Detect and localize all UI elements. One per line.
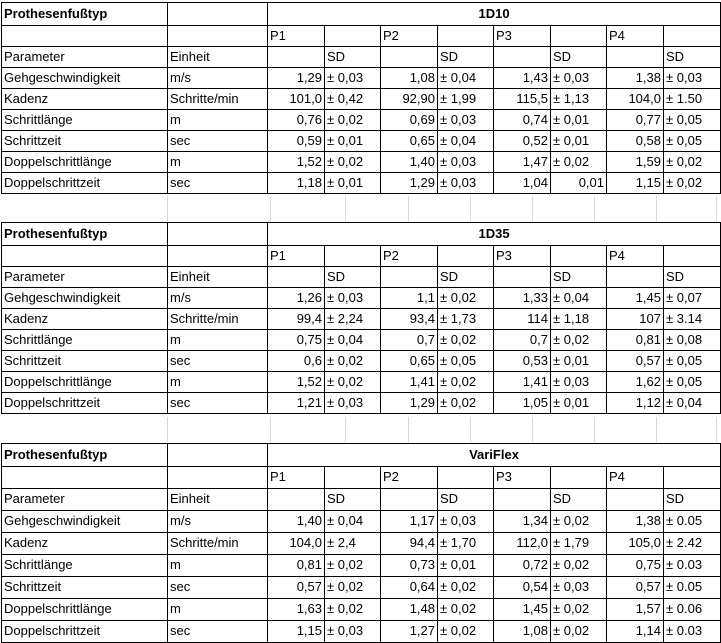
value-cell: 1,17 [381, 511, 438, 533]
parameter-column-header: Parameter [2, 489, 168, 511]
value-cell: 0,69 [381, 110, 438, 131]
sd-cell: ± 0,02 [438, 577, 494, 599]
value-cell: 1,21 [268, 393, 325, 414]
value-cell: 0,59 [268, 131, 325, 152]
sd-cell: ± 0,01 [325, 131, 381, 152]
empty-cell [168, 246, 268, 267]
sd-cell: ± 0,02 [438, 372, 494, 393]
sd-column-header: SD [664, 489, 721, 511]
sd-cell: ± 2,24 [325, 309, 381, 330]
sd-cell: ± 0,02 [438, 288, 494, 309]
value-cell: 1,38 [607, 511, 664, 533]
sd-cell: ± 0,05 [438, 351, 494, 372]
empty-cell [168, 26, 268, 47]
sd-cell: ± 0,01 [551, 351, 607, 372]
parameter-cell: Schrittlänge [2, 330, 168, 351]
value-cell: 0,75 [268, 330, 325, 351]
sd-cell: ± 0,02 [551, 152, 607, 173]
sd-cell: ± 0,02 [325, 555, 381, 577]
sd-cell: ± 0,42 [325, 89, 381, 110]
parameter-column-header: Parameter [2, 47, 168, 68]
value-cell: 1,40 [381, 152, 438, 173]
parameter-cell: Doppelschrittzeit [2, 393, 168, 414]
sd-cell: ± 0,02 [551, 555, 607, 577]
foot-type-header: Prothesenfußtyp [2, 3, 168, 26]
sd-cell: ± 0,02 [325, 372, 381, 393]
empty-cell [325, 246, 381, 267]
sd-cell: ± 1,70 [438, 533, 494, 555]
value-cell: 0,75 [607, 555, 664, 577]
empty-cell [381, 47, 438, 68]
value-cell: 0,57 [607, 577, 664, 599]
empty-unbordered-cell [2, 246, 168, 267]
sd-cell: ± 1,79 [551, 533, 607, 555]
sd-cell: ± 0,05 [664, 351, 721, 372]
sd-cell: ± 0,02 [325, 351, 381, 372]
excel-gridline [532, 196, 533, 221]
empty-unbordered-cell [2, 467, 168, 489]
sd-cell: ± 0,03 [438, 173, 494, 194]
parameter-cell: Gehgeschwindigkeit [2, 511, 168, 533]
sd-cell: ± 0,02 [551, 621, 607, 643]
unit-cell: sec [168, 131, 268, 152]
value-cell: 0,6 [268, 351, 325, 372]
parameter-cell: Schrittzeit [2, 577, 168, 599]
value-cell: 1,63 [268, 599, 325, 621]
sd-column-header: SD [438, 47, 494, 68]
participant-header: P1 [268, 246, 325, 267]
excel-gridline [716, 196, 717, 221]
participant-header: P4 [607, 467, 664, 489]
value-cell: 105,0 [607, 533, 664, 555]
unit-cell: sec [168, 351, 268, 372]
sd-cell: ± 0.05 [664, 577, 721, 599]
value-cell: 99,4 [268, 309, 325, 330]
sd-cell: ± 0,04 [551, 288, 607, 309]
empty-cell [551, 467, 607, 489]
value-cell: 1,27 [381, 621, 438, 643]
sd-cell: ± 3.14 [664, 309, 721, 330]
participant-header: P2 [381, 246, 438, 267]
value-cell: 101,0 [268, 89, 325, 110]
unit-cell: m [168, 372, 268, 393]
value-cell: 0,58 [607, 131, 664, 152]
foot-type-header: Prothesenfußtyp [2, 223, 168, 246]
value-cell: 115,5 [494, 89, 551, 110]
value-cell: 1,41 [381, 372, 438, 393]
sd-cell: ± 0,02 [438, 621, 494, 643]
sd-cell: ± 0.03 [664, 621, 721, 643]
value-cell: 1,48 [381, 599, 438, 621]
sd-cell: ± 0,03 [325, 68, 381, 89]
value-cell: 0,7 [381, 330, 438, 351]
unit-cell: m/s [168, 68, 268, 89]
participant-header: P4 [607, 246, 664, 267]
sd-column-header: SD [438, 489, 494, 511]
sd-column-header: SD [551, 267, 607, 288]
parameter-cell: Kadenz [2, 89, 168, 110]
sd-cell: ± 1,99 [438, 89, 494, 110]
sd-cell: ± 0,01 [551, 131, 607, 152]
empty-unbordered-cell [2, 26, 168, 47]
sd-cell: ± 0,02 [551, 599, 607, 621]
unit-cell: sec [168, 173, 268, 194]
sd-cell: ± 0,02 [438, 393, 494, 414]
empty-cell [551, 246, 607, 267]
value-cell: 1,45 [494, 599, 551, 621]
value-cell: 94,4 [381, 533, 438, 555]
parameter-cell: Doppelschrittzeit [2, 621, 168, 643]
unit-cell: Schritte/min [168, 89, 268, 110]
value-cell: 1,33 [494, 288, 551, 309]
sd-cell: ± 0,02 [664, 152, 721, 173]
sd-cell: ± 0,01 [325, 173, 381, 194]
sd-cell: ± 0,03 [325, 393, 381, 414]
value-cell: 0,52 [494, 131, 551, 152]
empty-cell [325, 467, 381, 489]
excel-gridline [470, 196, 471, 221]
sd-column-header: SD [551, 47, 607, 68]
table-title: 1D10 [268, 3, 721, 26]
value-cell: 0,53 [494, 351, 551, 372]
sd-cell: ± 0.06 [664, 599, 721, 621]
parameter-column-header: Parameter [2, 267, 168, 288]
value-cell: 1,45 [607, 288, 664, 309]
excel-gridline [270, 196, 271, 221]
sd-column-header: SD [325, 267, 381, 288]
parameter-cell: Schrittlänge [2, 110, 168, 131]
participant-header: P4 [607, 26, 664, 47]
sd-cell: ± 1,18 [551, 309, 607, 330]
value-cell: 1,08 [381, 68, 438, 89]
sd-cell: 0,01 [551, 173, 607, 194]
value-cell: 1,14 [607, 621, 664, 643]
parameter-cell: Kadenz [2, 309, 168, 330]
parameter-cell: Schrittzeit [2, 351, 168, 372]
value-cell: 0,77 [607, 110, 664, 131]
value-cell: 93,4 [381, 309, 438, 330]
sd-cell: ± 1,73 [438, 309, 494, 330]
value-cell: 1,29 [268, 68, 325, 89]
empty-cell [664, 26, 721, 47]
sd-column-header: SD [325, 489, 381, 511]
unit-cell: sec [168, 621, 268, 643]
value-cell: 0,74 [494, 110, 551, 131]
value-cell: 114 [494, 309, 551, 330]
empty-cell [381, 267, 438, 288]
parameter-cell: Doppelschrittlänge [2, 599, 168, 621]
sd-cell: ± 0,03 [551, 372, 607, 393]
unit-cell: m/s [168, 288, 268, 309]
value-cell: 1,57 [607, 599, 664, 621]
excel-gridline [532, 417, 533, 442]
value-cell: 0,7 [494, 330, 551, 351]
empty-cell [494, 267, 551, 288]
unit-column-header: Einheit [168, 267, 268, 288]
excel-gridline [167, 417, 168, 442]
value-cell: 1,08 [494, 621, 551, 643]
excel-gridline [656, 417, 657, 442]
value-cell: 104,0 [607, 89, 664, 110]
excel-gridline [408, 417, 409, 442]
sd-column-header: SD [664, 267, 721, 288]
value-cell: 1,1 [381, 288, 438, 309]
participant-header: P3 [494, 246, 551, 267]
excel-gridline [345, 196, 346, 221]
sd-cell: ± 2,4 [325, 533, 381, 555]
empty-cell [607, 489, 664, 511]
sd-cell: ± 0,04 [438, 131, 494, 152]
value-cell: 1,38 [607, 68, 664, 89]
unit-cell: m [168, 110, 268, 131]
value-cell: 1,47 [494, 152, 551, 173]
empty-cell [168, 223, 268, 246]
participant-header: P3 [494, 467, 551, 489]
participant-header: P1 [268, 26, 325, 47]
sd-cell: ± 0,05 [664, 131, 721, 152]
sd-cell: ± 0,04 [664, 393, 721, 414]
value-cell: 1,59 [607, 152, 664, 173]
table-title: VariFlex [268, 444, 721, 467]
value-cell: 92,90 [381, 89, 438, 110]
participant-header: P2 [381, 26, 438, 47]
sd-cell: ± 0,07 [664, 288, 721, 309]
sd-cell: ± 0,01 [551, 110, 607, 131]
sd-cell: ± 0,04 [438, 68, 494, 89]
sd-cell: ± 0,03 [325, 621, 381, 643]
sd-cell: ± 0,03 [438, 110, 494, 131]
sd-cell: ± 0,02 [551, 511, 607, 533]
value-cell: 1,62 [607, 372, 664, 393]
unit-column-header: Einheit [168, 489, 268, 511]
sd-cell: ± 0,03 [325, 288, 381, 309]
foot-type-header: Prothesenfußtyp [2, 444, 168, 467]
parameter-cell: Gehgeschwindigkeit [2, 288, 168, 309]
sd-cell: ± 0,02 [664, 173, 721, 194]
participant-header: P3 [494, 26, 551, 47]
sd-column-header: SD [551, 489, 607, 511]
value-cell: 1,15 [268, 621, 325, 643]
excel-gridline [716, 417, 717, 442]
value-cell: 0,81 [607, 330, 664, 351]
value-cell: 1,34 [494, 511, 551, 533]
value-cell: 1,52 [268, 372, 325, 393]
parameter-cell: Doppelschrittlänge [2, 372, 168, 393]
unit-cell: m [168, 330, 268, 351]
unit-cell: m [168, 555, 268, 577]
value-cell: 1,15 [607, 173, 664, 194]
value-cell: 1,18 [268, 173, 325, 194]
sd-cell: ± 2.42 [664, 533, 721, 555]
empty-cell [168, 467, 268, 489]
empty-cell [381, 489, 438, 511]
empty-cell [438, 246, 494, 267]
empty-cell [168, 3, 268, 26]
empty-cell [664, 467, 721, 489]
excel-gridline [470, 417, 471, 442]
empty-cell [438, 26, 494, 47]
empty-cell [268, 267, 325, 288]
value-cell: 1,26 [268, 288, 325, 309]
parameter-cell: Gehgeschwindigkeit [2, 68, 168, 89]
value-cell: 0,54 [494, 577, 551, 599]
parameter-cell: Kadenz [2, 533, 168, 555]
excel-gridline [594, 196, 595, 221]
empty-cell [607, 267, 664, 288]
value-cell: 1,29 [381, 173, 438, 194]
value-cell: 0,76 [268, 110, 325, 131]
table-1d35 [1, 222, 721, 414]
sd-cell: ± 0,02 [438, 330, 494, 351]
value-cell: 0,57 [268, 577, 325, 599]
sd-cell: ± 0.05 [664, 511, 721, 533]
value-cell: 1,43 [494, 68, 551, 89]
empty-cell [168, 444, 268, 467]
sd-column-header: SD [438, 267, 494, 288]
value-cell: 1,52 [268, 152, 325, 173]
empty-cell [551, 26, 607, 47]
parameter-cell: Doppelschrittzeit [2, 173, 168, 194]
sd-cell: ± 0,08 [664, 330, 721, 351]
excel-gridline [656, 196, 657, 221]
sd-cell: ± 0,03 [664, 68, 721, 89]
participant-header: P1 [268, 467, 325, 489]
value-cell: 104,0 [268, 533, 325, 555]
value-cell: 0,81 [268, 555, 325, 577]
unit-cell: m/s [168, 511, 268, 533]
sd-cell: ± 0,04 [325, 330, 381, 351]
empty-cell [325, 26, 381, 47]
value-cell: 1,05 [494, 393, 551, 414]
sd-cell: ± 0,02 [438, 599, 494, 621]
sd-column-header: SD [664, 47, 721, 68]
excel-gridline [167, 196, 168, 221]
empty-cell [664, 246, 721, 267]
sd-cell: ± 1,13 [551, 89, 607, 110]
participant-header: P2 [381, 467, 438, 489]
unit-column-header: Einheit [168, 47, 268, 68]
parameter-cell: Schrittzeit [2, 131, 168, 152]
sd-cell: ± 0,05 [664, 110, 721, 131]
sd-cell: ± 0,03 [438, 511, 494, 533]
sd-cell: ± 0,02 [325, 599, 381, 621]
empty-cell [607, 47, 664, 68]
empty-cell [494, 489, 551, 511]
unit-cell: sec [168, 577, 268, 599]
table-title: 1D35 [268, 223, 721, 246]
sd-cell: ± 0,02 [551, 330, 607, 351]
value-cell: 0,73 [381, 555, 438, 577]
value-cell: 112,0 [494, 533, 551, 555]
value-cell: 1,04 [494, 173, 551, 194]
empty-cell [438, 467, 494, 489]
value-cell: 1,12 [607, 393, 664, 414]
unit-cell: m [168, 152, 268, 173]
empty-cell [268, 47, 325, 68]
empty-cell [494, 47, 551, 68]
unit-cell: Schritte/min [168, 533, 268, 555]
value-cell: 0,65 [381, 351, 438, 372]
excel-gridline [270, 417, 271, 442]
value-cell: 0,57 [607, 351, 664, 372]
parameter-cell: Schrittlänge [2, 555, 168, 577]
excel-gridline [408, 196, 409, 221]
unit-cell: Schritte/min [168, 309, 268, 330]
excel-gridline [594, 417, 595, 442]
sd-cell: ± 0.03 [664, 555, 721, 577]
sd-cell: ± 0,03 [438, 152, 494, 173]
unit-cell: sec [168, 393, 268, 414]
value-cell: 0,65 [381, 131, 438, 152]
sd-cell: ± 0,02 [325, 577, 381, 599]
value-cell: 1,29 [381, 393, 438, 414]
sd-cell: ± 0,03 [551, 577, 607, 599]
sd-cell: ± 0,02 [325, 152, 381, 173]
value-cell: 1,40 [268, 511, 325, 533]
sd-cell: ± 0,04 [325, 511, 381, 533]
parameter-cell: Doppelschrittlänge [2, 152, 168, 173]
excel-gridline [345, 417, 346, 442]
empty-cell [268, 489, 325, 511]
table-variflex [1, 443, 721, 643]
sd-cell: ± 0,01 [551, 393, 607, 414]
unit-cell: m [168, 599, 268, 621]
sd-cell: ± 1.50 [664, 89, 721, 110]
value-cell: 0,72 [494, 555, 551, 577]
sd-cell: ± 0,01 [438, 555, 494, 577]
sd-column-header: SD [325, 47, 381, 68]
value-cell: 107 [607, 309, 664, 330]
value-cell: 0,64 [381, 577, 438, 599]
table-1d10 [1, 2, 721, 194]
sd-cell: ± 0,02 [325, 110, 381, 131]
sd-cell: ± 0,03 [551, 68, 607, 89]
value-cell: 1,41 [494, 372, 551, 393]
sd-cell: ± 0,05 [664, 372, 721, 393]
